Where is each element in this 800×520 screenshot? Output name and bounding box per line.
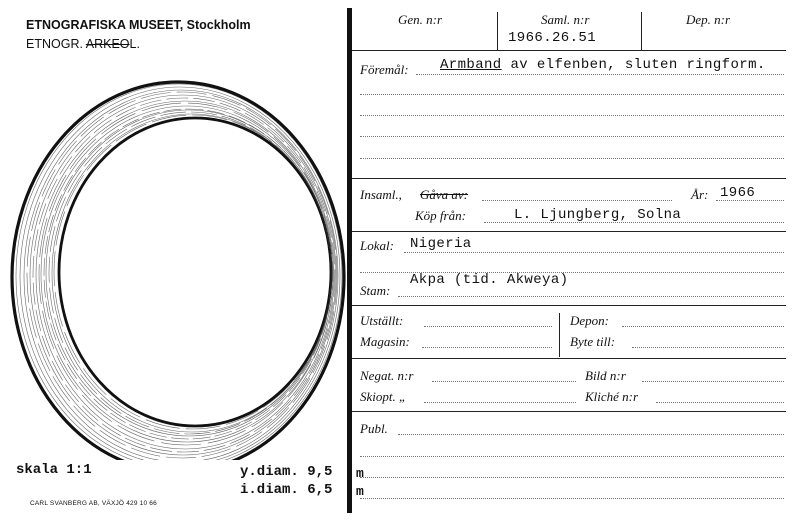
- foremal-line-3: [360, 115, 784, 116]
- dep-number-label: Dep. n:r: [686, 12, 731, 27]
- gen-number-label: Gen. n:r: [398, 12, 443, 27]
- publ-line-1: [398, 434, 784, 435]
- foremal-line-2: [360, 94, 784, 95]
- foremal-value-word: Armband: [440, 57, 502, 73]
- rule-header: [352, 50, 786, 51]
- lokal-line-1: [404, 252, 784, 253]
- kop-line: [484, 222, 784, 223]
- year-label: År:: [691, 187, 709, 202]
- foremal-value-rest: av elfenben, sluten ringform.: [510, 57, 766, 73]
- stam-label: Stam:: [360, 283, 391, 298]
- department-prefix: ETNOGR.: [26, 37, 83, 51]
- foremal-line-4: [360, 136, 784, 137]
- magasin-label: Magasin:: [360, 334, 410, 349]
- gava-label: Gåva av:: [420, 187, 469, 202]
- insaml-line: [482, 200, 672, 201]
- byte-line: [632, 347, 784, 348]
- inner-diameter-unit: m: [356, 484, 364, 499]
- inner-diameter: i.diam. 6,5: [240, 482, 333, 498]
- department-line: [26, 37, 140, 51]
- department-struck: ARKEO: [85, 37, 130, 51]
- outer-diameter-unit: m: [356, 466, 364, 481]
- kop-label: Köp från:: [415, 208, 466, 223]
- kliche-line: [656, 402, 784, 403]
- rule-insaml: [352, 231, 786, 232]
- rule-negat: [352, 411, 786, 412]
- utstallt-line: [424, 326, 552, 327]
- saml-number-value: 1966.26.51: [508, 30, 597, 46]
- saml-number-label: Saml. n:r: [541, 12, 590, 27]
- year-line: [716, 200, 784, 201]
- negat-label: Negat. n:r: [360, 368, 414, 383]
- depon-line: [622, 326, 784, 327]
- rule-lokal: [352, 305, 786, 306]
- publ-line-2: [360, 456, 784, 457]
- foremal-label: Föremål:: [360, 62, 409, 77]
- bracelet-inner-edge: [59, 118, 331, 426]
- department-suffix: L.: [129, 37, 140, 51]
- stam-value: Akpa (tid. Akweya): [410, 272, 569, 288]
- year-value: 1966: [720, 185, 756, 201]
- skiopt-line: [424, 402, 576, 403]
- foremal-line-5: [360, 158, 784, 159]
- header-separator-2: [641, 12, 642, 50]
- bild-label: Bild n:r: [585, 368, 626, 383]
- stam-line: [398, 296, 784, 297]
- rule-foremal: [352, 178, 786, 179]
- utstallt-label: Utställt:: [360, 313, 404, 328]
- rule-utstallt: [352, 358, 786, 359]
- museum-name: ETNOGRAFISKA MUSEET, Stockholm: [26, 18, 251, 32]
- outer-diameter: y.diam. 9,5: [240, 464, 333, 480]
- lokal-label: Lokal:: [360, 238, 394, 253]
- bild-line: [642, 381, 784, 382]
- depon-label: Depon:: [570, 313, 609, 328]
- foremal-line-1: [416, 74, 784, 75]
- bracelet-drawing: [0, 60, 352, 460]
- negat-line: [432, 381, 576, 382]
- skiopt-label: Skiopt. „: [360, 389, 407, 404]
- kliche-label: Kliché n:r: [585, 389, 639, 404]
- magasin-line: [422, 347, 552, 348]
- bracelet-hatching: [16, 84, 342, 460]
- publ-label: Publ.: [360, 421, 388, 436]
- utstallt-separator: [559, 313, 560, 357]
- foremal-value: [440, 57, 766, 73]
- card-divider: [347, 8, 352, 513]
- byte-label: Byte till:: [570, 334, 616, 349]
- printer-imprint: CARL SVANBERG AB, VÄXJÖ 429 10 66: [30, 500, 157, 507]
- header-separator-1: [497, 12, 498, 50]
- insaml-label: Insaml.,: [360, 187, 402, 202]
- lokal-value: Nigeria: [410, 236, 472, 252]
- publ-line-4: [360, 498, 784, 499]
- kop-value: L. Ljungberg, Solna: [514, 207, 682, 223]
- publ-line-3: [360, 477, 784, 478]
- scale-label: skala 1:1: [16, 462, 92, 478]
